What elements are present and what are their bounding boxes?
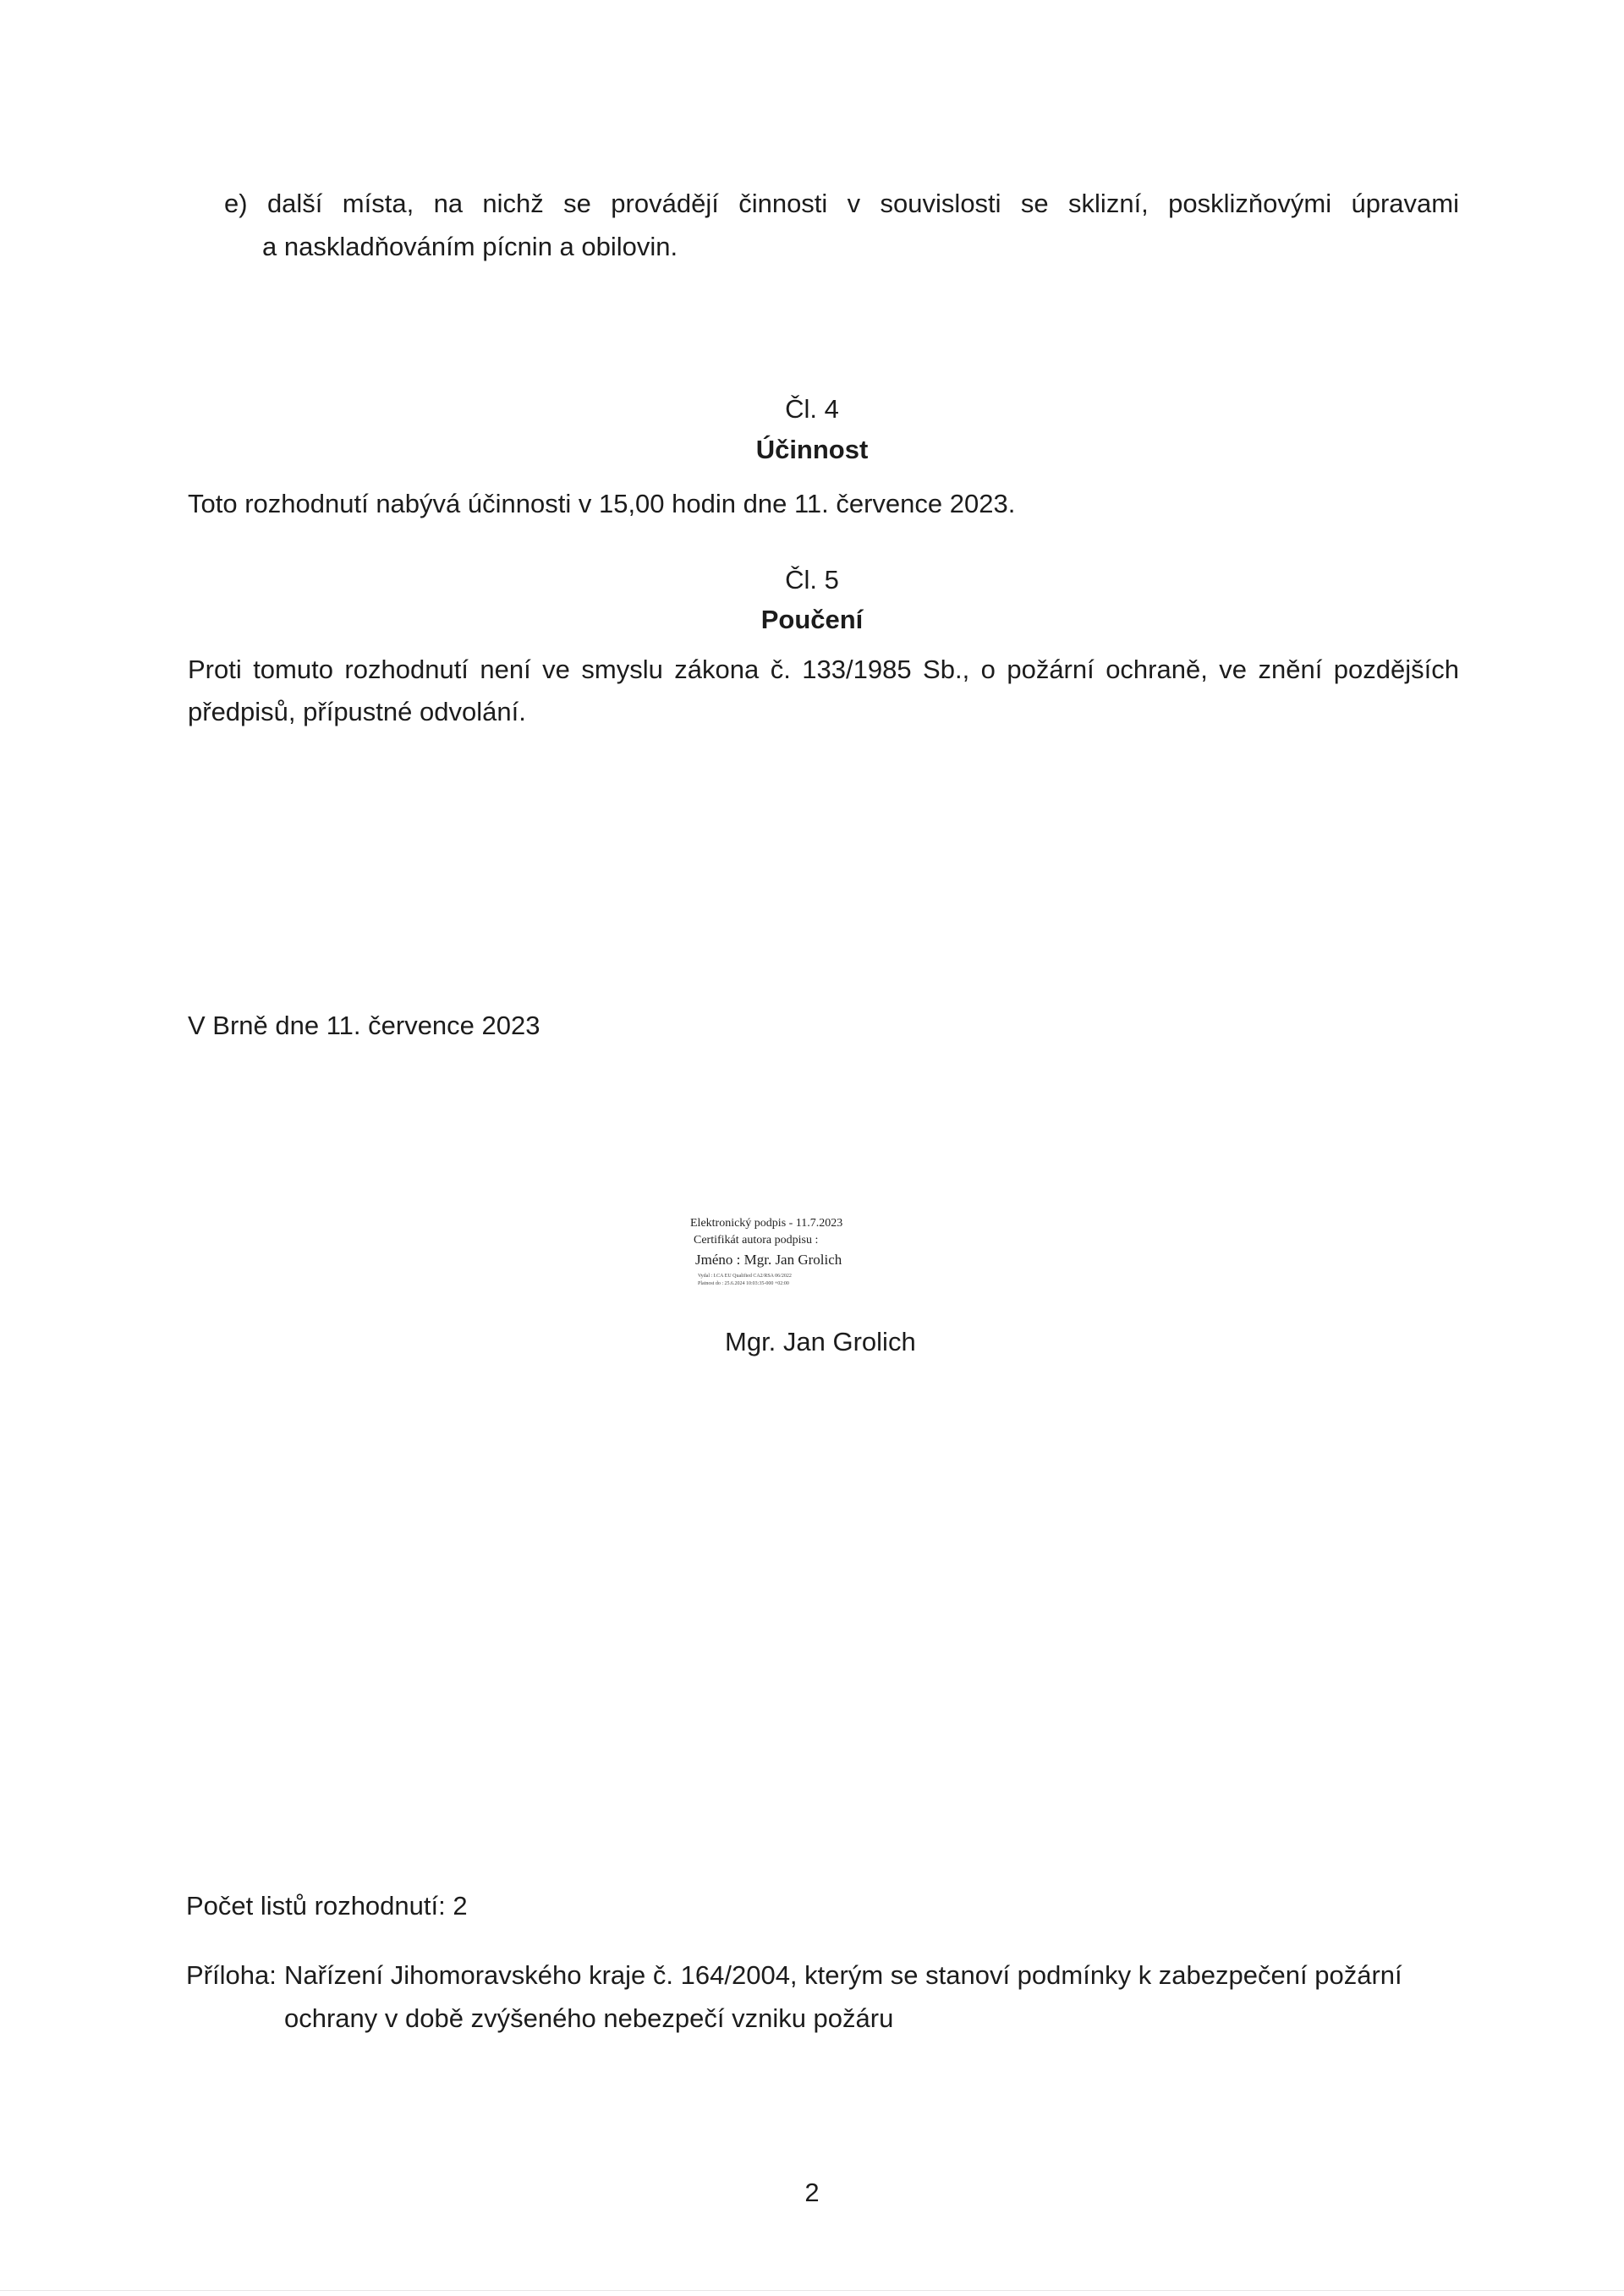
article4-number: Čl. 4: [785, 394, 839, 424]
sheet-count: Počet listů rozhodnutí: 2: [186, 1891, 468, 1921]
attachment-line2: ochrany v době zvýšeného nebezpečí vzniku požáru: [284, 2003, 894, 2033]
item-e-line2: a naskladňováním pícnin a obilovin.: [262, 232, 678, 261]
place-date: V Brně dne 11. července 2023: [188, 1011, 540, 1040]
signature-line3: Jméno : Mgr. Jan Grolich: [695, 1252, 842, 1268]
signature-line2: Certifikát autora podpisu :: [694, 1234, 819, 1247]
signature-line1: Elektronický podpis - 11.7.2023: [690, 1217, 843, 1230]
signatory-name: Mgr. Jan Grolich: [725, 1327, 916, 1356]
article5-line1: Proti tomuto rozhodnutí není ve smyslu zákona č. 133/1985 Sb., o požární ochraně, ve znění pozdějších: [188, 655, 1459, 684]
article4-text: Toto rozhodnutí nabývá účinnosti v 15,00 hodin dne 11. července 2023.: [188, 489, 1016, 518]
article5-line2: předpisů, přípustné odvolání.: [188, 697, 526, 726]
article5-title: Poučení: [760, 605, 864, 634]
electronic-signature-stamp: [660, 1215, 914, 1288]
page-number: 2: [804, 2178, 820, 2207]
item-e-line1: e) další místa, na nichž se provádějí činnosti v souvislosti se sklizní, posklizňovými úpravami: [224, 189, 1459, 218]
signature-issuer: Vydal : I.CA EU Qualified CA2/RSA 06/2022: [698, 1274, 792, 1279]
signature-validity: Platnost do : 25.6.2024 10:03:35-000 +02:00: [698, 1281, 789, 1286]
attachment-label: Příloha:: [186, 1960, 277, 1990]
attachment-line1: Nařízení Jihomoravského kraje č. 164/2004, kterým se stanoví podmínky k zabezpečení požární: [284, 1960, 1402, 1990]
scan-edge-line: [0, 2290, 1624, 2291]
article4-title: Účinnost: [755, 435, 869, 464]
article5-number: Čl. 5: [785, 565, 839, 595]
